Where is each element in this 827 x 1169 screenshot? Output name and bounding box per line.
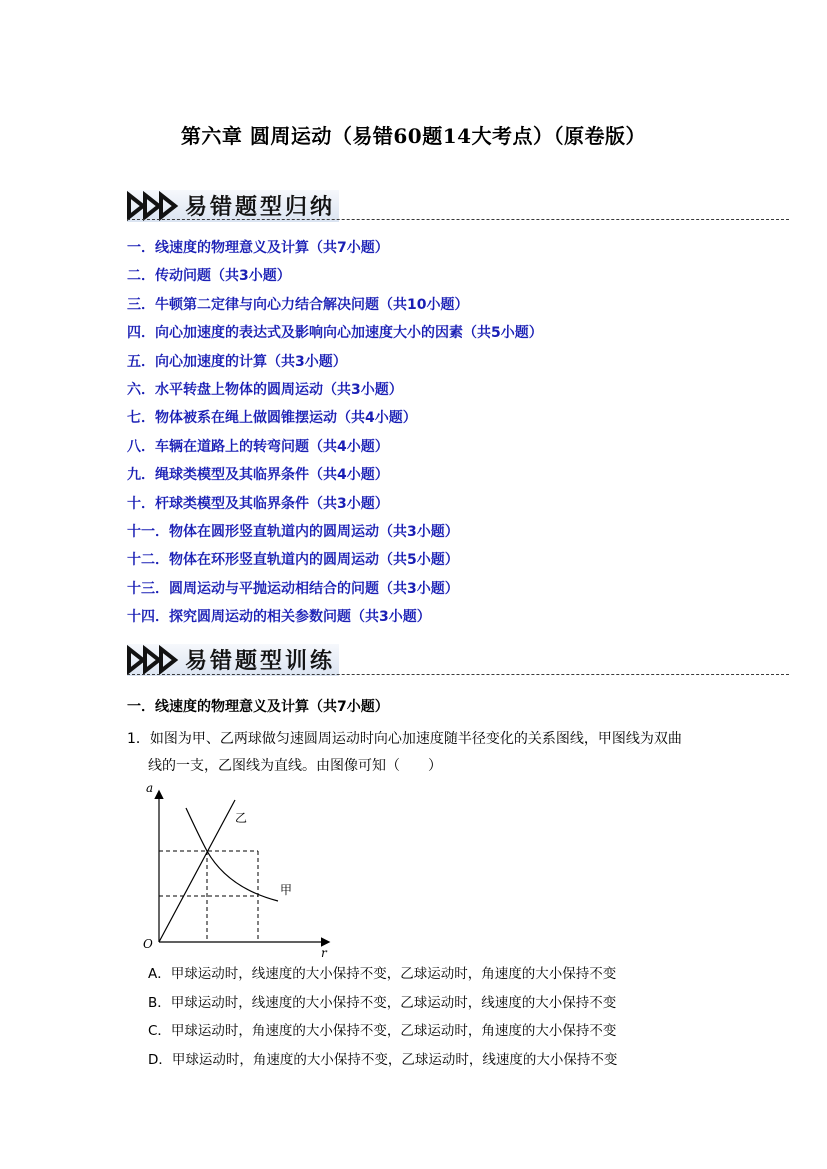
origin-label: O <box>143 937 153 951</box>
divider-training <box>127 674 789 675</box>
option-c[interactable]: C．甲球运动时，角速度的大小保持不变，乙球运动时，角速度的大小保持不变 <box>148 1023 617 1039</box>
question-number: 1． <box>127 731 150 747</box>
banner-summary-label: 易错题型归纳 <box>185 194 336 220</box>
curve-jia-label: 甲 <box>280 883 293 897</box>
topic-item-5[interactable]: 五．向心加速度的计算（共3小题） <box>127 353 347 370</box>
topic-item-11[interactable]: 十一．物体在圆形竖直轨道内的圆周运动（共3小题） <box>127 523 459 540</box>
topic-item-10[interactable]: 十．杆球类模型及其临界条件（共3小题） <box>127 495 389 512</box>
question-text-line1: 如图为甲、乙两球做匀速圆周运动时向心加速度随半径变化的关系图线，甲图线为双曲 <box>149 731 682 747</box>
answer-options <box>148 962 617 1076</box>
dashed-guides <box>159 851 258 942</box>
question-text-line2: 线的一支，乙图线为直线。由图像可知（ ） <box>148 758 442 774</box>
option-d[interactable]: D．甲球运动时，角速度的大小保持不变，乙球运动时，线速度的大小保持不变 <box>148 1051 618 1068</box>
topic-item-13[interactable]: 十三．圆周运动与平抛运动相结合的问题（共3小题） <box>127 580 459 597</box>
topic-item-6[interactable]: 六．水平转盘上物体的圆周运动（共3小题） <box>127 381 403 398</box>
topic-item-2[interactable]: 二．传动问题（共3小题） <box>127 268 291 285</box>
topic-item-14[interactable]: 十四．探究圆周运动的相关参数问题（共3小题） <box>127 609 431 626</box>
section-heading: 一．线速度的物理意义及计算（共7小题） <box>127 699 389 715</box>
question-1 <box>127 726 727 780</box>
topic-item-12[interactable]: 十二．物体在环形竖直轨道内的圆周运动（共5小题） <box>127 552 459 569</box>
topic-item-7[interactable]: 七．物体被系在绳上做圆锥摆运动（共4小题） <box>127 410 417 427</box>
topic-item-1[interactable]: 一．线速度的物理意义及计算（共7小题） <box>127 240 389 256</box>
banner-training-label: 易错题型训练 <box>185 648 336 674</box>
topic-item-8[interactable]: 八．车辆在道路上的转弯问题（共4小题） <box>127 438 389 455</box>
divider-summary <box>127 219 789 220</box>
acceleration-radius-graph <box>138 780 338 960</box>
section-banner-training <box>127 644 339 676</box>
section-banner-summary <box>127 190 339 222</box>
topic-item-3[interactable]: 三．牛顿第二定律与向心力结合解决问题（共10小题） <box>127 296 469 313</box>
topic-list <box>127 236 543 633</box>
option-a[interactable]: A．甲球运动时，线速度的大小保持不变，乙球运动时，角速度的大小保持不变 <box>148 966 617 982</box>
option-b[interactable]: B．甲球运动时，线速度的大小保持不变，乙球运动时，线速度的大小保持不变 <box>148 994 617 1011</box>
topic-item-4[interactable]: 四．向心加速度的表达式及影响向心加速度大小的因素（共5小题） <box>127 325 543 342</box>
topic-item-9[interactable]: 九．绳球类模型及其临界条件（共4小题） <box>127 467 389 484</box>
y-axis-label: a <box>146 781 154 795</box>
page-title: 第六章 圆周运动（易错60题14大考点）（原卷版） <box>180 124 647 148</box>
x-axis-label: r <box>321 946 327 960</box>
line-yi-label: 乙 <box>235 811 248 825</box>
line-yi <box>159 800 235 942</box>
curve-jia <box>186 808 278 901</box>
